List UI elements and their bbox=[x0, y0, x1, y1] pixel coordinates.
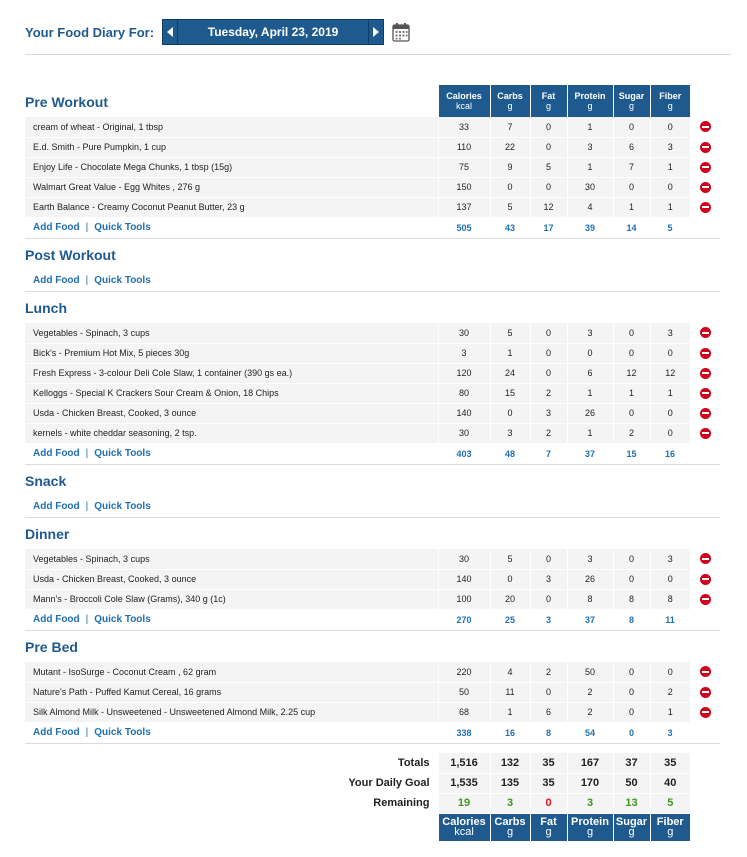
column-name: Calories bbox=[442, 816, 486, 829]
food-protein: 3 bbox=[567, 137, 613, 157]
meal-total-sugar: 15 bbox=[613, 443, 650, 464]
column-unit: g bbox=[507, 101, 513, 111]
food-name[interactable]: Usda - Chicken Breast, Cooked, 3 ounce bbox=[25, 569, 438, 589]
total-sugar: 37 bbox=[613, 753, 650, 773]
total-fat: 35 bbox=[530, 753, 567, 773]
remaining-fat: 0 bbox=[530, 793, 567, 813]
food-fiber: 3 bbox=[650, 549, 690, 569]
goal-fat: 35 bbox=[530, 773, 567, 793]
meal-total-fiber: 16 bbox=[650, 443, 690, 464]
food-fat: 6 bbox=[530, 702, 567, 722]
food-sugar: 1 bbox=[613, 197, 650, 217]
meal-total-protein: 37 bbox=[567, 609, 613, 630]
food-row bbox=[25, 423, 720, 443]
column-unit: g bbox=[545, 826, 552, 839]
food-sugar: 0 bbox=[613, 682, 650, 702]
food-calories: 80 bbox=[438, 383, 490, 403]
food-fiber: 0 bbox=[650, 423, 690, 443]
food-protein: 1 bbox=[567, 383, 613, 403]
food-carbs: 22 bbox=[490, 137, 530, 157]
food-carbs: 11 bbox=[490, 682, 530, 702]
food-protein: 8 bbox=[567, 589, 613, 609]
meal-total-protein: 37 bbox=[567, 443, 613, 464]
food-row bbox=[25, 403, 720, 423]
food-fat: 0 bbox=[530, 177, 567, 197]
totals-table bbox=[25, 753, 720, 841]
footer-header-protein bbox=[567, 813, 613, 841]
column-unit: g bbox=[667, 101, 673, 111]
delete-icon[interactable] bbox=[700, 327, 711, 338]
delete-icon[interactable] bbox=[700, 142, 711, 153]
meal-header-pre-workout bbox=[25, 85, 720, 117]
column-unit: g bbox=[587, 101, 593, 111]
food-fiber: 1 bbox=[650, 197, 690, 217]
meal-total-carbs: 48 bbox=[490, 443, 530, 464]
food-calories: 30 bbox=[438, 549, 490, 569]
food-row bbox=[25, 383, 720, 403]
food-calories: 3 bbox=[438, 343, 490, 363]
totals-row bbox=[25, 753, 720, 773]
food-sugar: 12 bbox=[613, 363, 650, 383]
food-sugar: 8 bbox=[613, 589, 650, 609]
food-fiber: 1 bbox=[650, 383, 690, 403]
food-fat: 2 bbox=[530, 383, 567, 403]
food-sugar: 7 bbox=[613, 157, 650, 177]
column-name: Fiber bbox=[659, 91, 682, 101]
delete-icon[interactable] bbox=[700, 428, 711, 439]
food-calories: 140 bbox=[438, 403, 490, 423]
food-row bbox=[25, 549, 720, 569]
food-row bbox=[25, 157, 720, 177]
meal-total-fiber bbox=[650, 270, 690, 291]
meal-total-sugar bbox=[613, 496, 650, 517]
food-carbs: 9 bbox=[490, 157, 530, 177]
food-sugar: 2 bbox=[613, 423, 650, 443]
food-protein: 3 bbox=[567, 549, 613, 569]
delete-icon[interactable] bbox=[700, 687, 711, 698]
delete-icon[interactable] bbox=[700, 388, 711, 399]
food-name[interactable]: kernels - white cheddar seasoning, 2 tsp. bbox=[25, 423, 438, 443]
food-row bbox=[25, 702, 720, 722]
food-sugar: 0 bbox=[613, 323, 650, 343]
column-name: Calories bbox=[446, 91, 482, 101]
food-fat: 0 bbox=[530, 323, 567, 343]
quick-tools-link[interactable]: Quick Tools bbox=[94, 274, 151, 286]
meal-total-calories: 505 bbox=[438, 217, 490, 238]
food-fiber: 12 bbox=[650, 363, 690, 383]
column-unit: g bbox=[506, 826, 514, 839]
meal-total-fat bbox=[530, 496, 567, 517]
meal-total-carbs: 43 bbox=[490, 217, 530, 238]
goal-fiber: 40 bbox=[650, 773, 690, 793]
food-sugar: 0 bbox=[613, 343, 650, 363]
food-row bbox=[25, 569, 720, 589]
remaining-fiber: 5 bbox=[650, 793, 690, 813]
delete-icon[interactable] bbox=[700, 202, 711, 213]
food-fiber: 0 bbox=[650, 662, 690, 682]
footer-header-calories bbox=[438, 813, 490, 841]
food-protein: 1 bbox=[567, 117, 613, 137]
food-protein: 30 bbox=[567, 177, 613, 197]
food-name[interactable]: Vegetables - Spinach, 3 cups bbox=[25, 549, 438, 569]
meal-total-sugar: 8 bbox=[613, 609, 650, 630]
food-fat: 0 bbox=[530, 589, 567, 609]
food-calories: 140 bbox=[438, 569, 490, 589]
food-calories: 75 bbox=[438, 157, 490, 177]
column-name: Fiber bbox=[656, 816, 684, 829]
food-name[interactable]: Fresh Express - 3-colour Deli Cole Slaw, 1 container (390 gs ea.) bbox=[25, 363, 438, 383]
top-header-protein bbox=[567, 85, 613, 117]
delete-icon[interactable] bbox=[700, 574, 711, 585]
food-sugar: 0 bbox=[613, 702, 650, 722]
meal-total-carbs bbox=[490, 270, 530, 291]
food-carbs: 1 bbox=[490, 343, 530, 363]
add-food-row bbox=[25, 270, 720, 291]
column-name: Protein bbox=[571, 816, 609, 829]
remaining-sugar: 13 bbox=[613, 793, 650, 813]
column-name: Carbs bbox=[497, 91, 523, 101]
delete-icon[interactable] bbox=[700, 348, 711, 359]
delete-icon[interactable] bbox=[700, 594, 711, 605]
arrow-right-icon bbox=[372, 27, 380, 37]
meal-total-calories bbox=[438, 496, 490, 517]
link-separator: | bbox=[85, 727, 89, 738]
food-protein: 2 bbox=[567, 702, 613, 722]
food-protein: 1 bbox=[567, 423, 613, 443]
diary-header bbox=[25, 19, 410, 45]
food-calories: 100 bbox=[438, 589, 490, 609]
footer-header-fat bbox=[530, 813, 567, 841]
food-calories: 220 bbox=[438, 662, 490, 682]
add-food-link[interactable]: Add Food bbox=[33, 500, 80, 512]
food-fat: 3 bbox=[530, 569, 567, 589]
delete-icon[interactable] bbox=[700, 162, 711, 173]
column-unit: g bbox=[628, 101, 634, 111]
column-name: Carbs bbox=[494, 816, 526, 829]
meal-header-lunch bbox=[25, 291, 720, 323]
link-separator: | bbox=[85, 500, 89, 512]
food-sugar: 1 bbox=[613, 383, 650, 403]
food-calories: 50 bbox=[438, 682, 490, 702]
column-name: Fat bbox=[541, 91, 556, 101]
food-carbs: 7 bbox=[490, 117, 530, 137]
delete-icon[interactable] bbox=[700, 182, 711, 193]
food-calories: 137 bbox=[438, 197, 490, 217]
food-sugar: 0 bbox=[613, 403, 650, 423]
food-carbs: 5 bbox=[490, 197, 530, 217]
add-food-row bbox=[25, 722, 720, 743]
total-carbs: 132 bbox=[490, 753, 530, 773]
quick-tools-link[interactable]: Quick Tools bbox=[94, 614, 151, 625]
delete-icon[interactable] bbox=[700, 121, 711, 132]
meal-total-carbs bbox=[490, 496, 530, 517]
remaining-carbs: 3 bbox=[490, 793, 530, 813]
meal-header-snack bbox=[25, 464, 720, 496]
remaining-protein: 3 bbox=[567, 793, 613, 813]
header-divider bbox=[25, 54, 731, 55]
food-row bbox=[25, 323, 720, 343]
food-calories: 120 bbox=[438, 363, 490, 383]
meal-header-post-workout bbox=[25, 238, 720, 270]
meal-total-protein: 54 bbox=[567, 722, 613, 743]
food-calories: 68 bbox=[438, 702, 490, 722]
column-name: Sugar bbox=[615, 816, 648, 829]
add-food-row bbox=[25, 443, 720, 464]
footer-header-carbs bbox=[490, 813, 530, 841]
add-food-row bbox=[25, 609, 720, 630]
food-row bbox=[25, 363, 720, 383]
food-protein: 26 bbox=[567, 403, 613, 423]
food-diary-table bbox=[25, 85, 720, 744]
food-fiber: 3 bbox=[650, 137, 690, 157]
food-fiber: 3 bbox=[650, 323, 690, 343]
column-unit: kcal bbox=[454, 826, 474, 839]
column-name: Fat bbox=[540, 816, 557, 829]
column-name: Sugar bbox=[618, 91, 645, 101]
food-calories: 150 bbox=[438, 177, 490, 197]
food-fat: 5 bbox=[530, 157, 567, 177]
food-calories: 30 bbox=[438, 423, 490, 443]
meal-total-carbs: 25 bbox=[490, 609, 530, 630]
add-food-link[interactable]: Add Food bbox=[33, 274, 80, 286]
delete-icon[interactable] bbox=[700, 408, 711, 419]
food-fiber: 2 bbox=[650, 682, 690, 702]
food-calories: 33 bbox=[438, 117, 490, 137]
food-protein: 0 bbox=[567, 343, 613, 363]
meal-title: Pre Workout bbox=[25, 94, 108, 110]
food-carbs: 4 bbox=[490, 662, 530, 682]
food-row bbox=[25, 117, 720, 137]
link-separator: | bbox=[85, 222, 89, 233]
meal-total-fiber: 11 bbox=[650, 609, 690, 630]
food-sugar: 6 bbox=[613, 137, 650, 157]
footer-header-fiber bbox=[650, 813, 690, 841]
add-food-link[interactable]: Add Food bbox=[33, 727, 80, 738]
remaining-row bbox=[25, 793, 720, 813]
meal-total-fiber: 5 bbox=[650, 217, 690, 238]
food-row bbox=[25, 343, 720, 363]
food-name[interactable]: E.d. Smith - Pure Pumpkin, 1 cup bbox=[25, 137, 438, 157]
column-unit: g bbox=[545, 101, 551, 111]
food-fat: 0 bbox=[530, 343, 567, 363]
link-separator: | bbox=[85, 274, 89, 286]
food-fat: 0 bbox=[530, 363, 567, 383]
delete-icon[interactable] bbox=[700, 707, 711, 718]
meal-title: Lunch bbox=[25, 300, 67, 316]
meal-total-carbs: 16 bbox=[490, 722, 530, 743]
food-protein: 6 bbox=[567, 363, 613, 383]
food-fiber: 0 bbox=[650, 403, 690, 423]
food-sugar: 0 bbox=[613, 662, 650, 682]
food-name[interactable]: Enjoy Life - Chocolate Mega Chunks, 1 tbsp (15g) bbox=[25, 157, 438, 177]
total-fiber: 35 bbox=[650, 753, 690, 773]
food-fiber: 0 bbox=[650, 177, 690, 197]
food-name[interactable]: Mann's - Broccoli Cole Slaw (Grams), 340 g (1c) bbox=[25, 589, 438, 609]
food-sugar: 0 bbox=[613, 117, 650, 137]
date-navigator bbox=[162, 19, 384, 45]
meal-title: Dinner bbox=[25, 526, 70, 542]
food-calories: 110 bbox=[438, 137, 490, 157]
column-unit: g bbox=[667, 826, 674, 839]
daily-goal-row bbox=[25, 773, 720, 793]
delete-icon[interactable] bbox=[700, 666, 711, 677]
remaining-calories: 19 bbox=[438, 793, 490, 813]
top-header-calories bbox=[438, 85, 490, 117]
column-unit: g bbox=[628, 826, 635, 839]
food-carbs: 24 bbox=[490, 363, 530, 383]
meal-total-fiber bbox=[650, 496, 690, 517]
meal-total-calories bbox=[438, 270, 490, 291]
food-protein: 50 bbox=[567, 662, 613, 682]
add-food-link[interactable]: Add Food bbox=[33, 614, 80, 625]
arrow-left-icon bbox=[166, 27, 174, 37]
total-protein: 167 bbox=[567, 753, 613, 773]
quick-tools-link[interactable]: Quick Tools bbox=[94, 222, 151, 233]
food-name[interactable]: Earth Balance - Creamy Coconut Peanut Butter, 23 g bbox=[25, 197, 438, 217]
food-name[interactable]: Nature's Path - Puffed Kamut Cereal, 16 grams bbox=[25, 682, 438, 702]
food-row bbox=[25, 682, 720, 702]
add-food-row bbox=[25, 217, 720, 238]
meal-header-pre-bed bbox=[25, 630, 720, 662]
meal-total-sugar: 0 bbox=[613, 722, 650, 743]
food-name[interactable]: cream of wheat - Original, 1 tbsp bbox=[25, 117, 438, 137]
food-row bbox=[25, 589, 720, 609]
food-fiber: 0 bbox=[650, 343, 690, 363]
food-protein: 4 bbox=[567, 197, 613, 217]
food-name[interactable]: Usda - Chicken Breast, Cooked, 3 ounce bbox=[25, 403, 438, 423]
meal-title: Pre Bed bbox=[25, 639, 78, 655]
food-carbs: 3 bbox=[490, 423, 530, 443]
food-name[interactable]: Silk Almond Milk - Unsweetened - Unsweetened Almond Milk, 2.25 cup bbox=[25, 702, 438, 722]
food-carbs: 1 bbox=[490, 702, 530, 722]
food-row bbox=[25, 137, 720, 157]
food-row bbox=[25, 662, 720, 682]
add-food-link[interactable]: Add Food bbox=[33, 222, 80, 233]
meal-header-dinner bbox=[25, 517, 720, 549]
meal-total-sugar bbox=[613, 270, 650, 291]
footer-header-sugar bbox=[613, 813, 650, 841]
food-name[interactable]: Bick's - Premium Hot Mix, 5 pieces 30g bbox=[25, 343, 438, 363]
quick-tools-link[interactable]: Quick Tools bbox=[94, 500, 151, 512]
food-protein: 26 bbox=[567, 569, 613, 589]
top-header-sugar bbox=[613, 85, 650, 117]
diary-label: Your Food Diary For: bbox=[25, 24, 155, 40]
food-carbs: 20 bbox=[490, 589, 530, 609]
daily-goal-label: Your Daily Goal bbox=[348, 777, 430, 789]
total-calories: 1,516 bbox=[438, 753, 490, 773]
meal-total-fat: 17 bbox=[530, 217, 567, 238]
meal-total-fat: 3 bbox=[530, 609, 567, 630]
food-name[interactable]: Walmart Great Value - Egg Whites , 276 g bbox=[25, 177, 438, 197]
food-carbs: 15 bbox=[490, 383, 530, 403]
meal-title: Snack bbox=[25, 473, 67, 489]
food-sugar: 0 bbox=[613, 569, 650, 589]
totals-label: Totals bbox=[397, 757, 430, 769]
remaining-label: Remaining bbox=[373, 797, 430, 809]
food-fiber: 0 bbox=[650, 117, 690, 137]
food-sugar: 0 bbox=[613, 549, 650, 569]
food-fat: 0 bbox=[530, 549, 567, 569]
food-name[interactable]: Vegetables - Spinach, 3 cups bbox=[25, 323, 438, 343]
food-carbs: 0 bbox=[490, 403, 530, 423]
food-name[interactable]: Mutant - IsoSurge - Coconut Cream , 62 gram bbox=[25, 662, 438, 682]
food-carbs: 5 bbox=[490, 323, 530, 343]
meal-total-protein bbox=[567, 496, 613, 517]
food-fat: 3 bbox=[530, 403, 567, 423]
quick-tools-link[interactable]: Quick Tools bbox=[94, 727, 151, 738]
quick-tools-link[interactable]: Quick Tools bbox=[94, 448, 151, 459]
delete-icon[interactable] bbox=[700, 368, 711, 379]
food-fat: 2 bbox=[530, 662, 567, 682]
meal-total-calories: 403 bbox=[438, 443, 490, 464]
food-row bbox=[25, 197, 720, 217]
food-fiber: 1 bbox=[650, 157, 690, 177]
top-header-fiber bbox=[650, 85, 690, 117]
goal-sugar: 50 bbox=[613, 773, 650, 793]
food-carbs: 0 bbox=[490, 569, 530, 589]
calendar-icon[interactable] bbox=[392, 22, 410, 42]
food-sugar: 0 bbox=[613, 177, 650, 197]
column-name: Protein bbox=[574, 91, 606, 101]
column-unit: kcal bbox=[455, 101, 472, 111]
goal-protein: 170 bbox=[567, 773, 613, 793]
goal-calories: 1,535 bbox=[438, 773, 490, 793]
column-unit: g bbox=[586, 826, 594, 839]
food-fat: 2 bbox=[530, 423, 567, 443]
add-food-row bbox=[25, 496, 720, 517]
food-carbs: 0 bbox=[490, 177, 530, 197]
current-date[interactable]: Tuesday, April 23, 2019 bbox=[178, 19, 368, 45]
food-fiber: 1 bbox=[650, 702, 690, 722]
meal-title: Post Workout bbox=[25, 247, 116, 263]
top-header-fat bbox=[530, 85, 567, 117]
delete-icon[interactable] bbox=[700, 553, 711, 564]
food-fat: 12 bbox=[530, 197, 567, 217]
food-carbs: 5 bbox=[490, 549, 530, 569]
prev-day-button[interactable] bbox=[162, 19, 178, 45]
add-food-link[interactable]: Add Food bbox=[33, 448, 80, 459]
food-fiber: 8 bbox=[650, 589, 690, 609]
top-header-carbs bbox=[490, 85, 530, 117]
meal-total-calories: 270 bbox=[438, 609, 490, 630]
footer-column-header bbox=[25, 813, 720, 841]
meal-total-fat bbox=[530, 270, 567, 291]
food-name[interactable]: Kelloggs - Special K Crackers Sour Cream & Onion, 18 Chips bbox=[25, 383, 438, 403]
link-separator: | bbox=[85, 614, 89, 625]
meal-total-fiber: 3 bbox=[650, 722, 690, 743]
goal-carbs: 135 bbox=[490, 773, 530, 793]
meal-total-sugar: 14 bbox=[613, 217, 650, 238]
food-fat: 0 bbox=[530, 137, 567, 157]
food-calories: 30 bbox=[438, 323, 490, 343]
food-protein: 2 bbox=[567, 682, 613, 702]
meal-total-calories: 338 bbox=[438, 722, 490, 743]
food-protein: 1 bbox=[567, 157, 613, 177]
link-separator: | bbox=[85, 448, 89, 459]
meal-total-protein: 39 bbox=[567, 217, 613, 238]
next-day-button[interactable] bbox=[368, 19, 384, 45]
meal-total-protein bbox=[567, 270, 613, 291]
food-fat: 0 bbox=[530, 117, 567, 137]
food-fat: 0 bbox=[530, 682, 567, 702]
food-fiber: 0 bbox=[650, 569, 690, 589]
meal-total-fat: 8 bbox=[530, 722, 567, 743]
food-protein: 3 bbox=[567, 323, 613, 343]
food-row bbox=[25, 177, 720, 197]
meal-total-fat: 7 bbox=[530, 443, 567, 464]
